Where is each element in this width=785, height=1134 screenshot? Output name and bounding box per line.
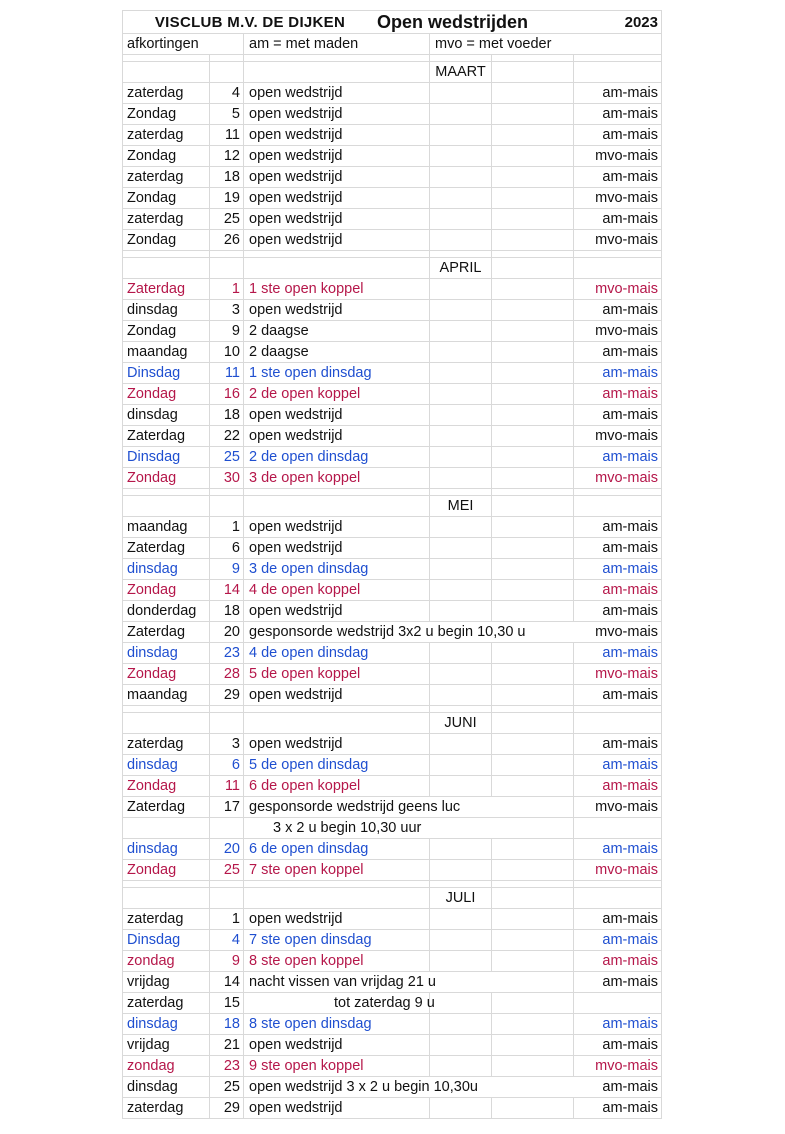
- type-cell: mvo-mais: [574, 321, 662, 341]
- event-cell: open wedstrijd 3 x 2 u begin 10,30u: [249, 1079, 478, 1095]
- type-cell: am-mais: [574, 951, 662, 971]
- date-cell: [210, 818, 244, 838]
- type-cell: am-mais: [574, 601, 662, 621]
- date-cell: 14: [210, 580, 244, 600]
- day-cell: maandag: [122, 342, 210, 362]
- type-cell: [574, 993, 662, 1013]
- type-cell: mvo-mais: [574, 468, 662, 488]
- event-row: [122, 384, 662, 405]
- day-cell: dinsdag: [122, 1077, 210, 1097]
- day-cell: zaterdag: [122, 909, 210, 929]
- type-cell: am-mais: [574, 1077, 662, 1097]
- month-name: MAART: [430, 62, 492, 82]
- day-cell: Zondag: [122, 321, 210, 341]
- day-cell: dinsdag: [122, 405, 210, 425]
- month-name: JULI: [430, 888, 492, 908]
- event-cell: 9 ste open koppel: [244, 1056, 430, 1076]
- event-cell: open wedstrijd: [244, 601, 430, 621]
- day-cell: maandag: [122, 517, 210, 537]
- day-cell: Dinsdag: [122, 447, 210, 467]
- date-cell: 21: [210, 1035, 244, 1055]
- date-cell: 26: [210, 230, 244, 250]
- date-cell: 6: [210, 538, 244, 558]
- event-cell: open wedstrijd: [244, 1098, 430, 1118]
- event-cell: 4 de open koppel: [244, 580, 430, 600]
- event-cell: open wedstrijd: [244, 517, 430, 537]
- date-cell: 9: [210, 951, 244, 971]
- day-cell: zaterdag: [122, 209, 210, 229]
- event-cell: open wedstrijd: [244, 188, 430, 208]
- date-cell: 3: [210, 734, 244, 754]
- event-cell: open wedstrijd: [244, 685, 430, 705]
- date-cell: 30: [210, 468, 244, 488]
- type-cell: am-mais: [574, 125, 662, 145]
- event-cell: tot zaterdag 9 u: [244, 993, 430, 1013]
- type-cell: am-mais: [574, 538, 662, 558]
- type-cell: am-mais: [574, 755, 662, 775]
- date-cell: 23: [210, 643, 244, 663]
- event-cell: 2 daagse: [244, 321, 430, 341]
- event-row: [122, 951, 662, 972]
- event-row: [122, 230, 662, 251]
- event-row: [122, 818, 662, 839]
- event-row: [122, 363, 662, 384]
- day-cell: zaterdag: [122, 83, 210, 103]
- event-cell: open wedstrijd: [244, 104, 430, 124]
- month-header-row: [122, 496, 662, 517]
- date-cell: 1: [210, 279, 244, 299]
- event-row: [122, 839, 662, 860]
- type-cell: am-mais: [574, 342, 662, 362]
- event-row: [122, 860, 662, 881]
- day-cell: Zondag: [122, 776, 210, 796]
- event-row: [122, 1098, 662, 1119]
- day-cell: dinsdag: [122, 300, 210, 320]
- date-cell: 10: [210, 342, 244, 362]
- type-cell: am-mais: [574, 447, 662, 467]
- type-cell: [574, 818, 662, 838]
- day-cell: Zondag: [122, 384, 210, 404]
- date-cell: 28: [210, 664, 244, 684]
- event-row: [122, 426, 662, 447]
- day-cell: Zondag: [122, 468, 210, 488]
- date-cell: 19: [210, 188, 244, 208]
- event-cell: gesponsorde wedstrijd geens luc: [249, 799, 461, 815]
- event-cell: 2 daagse: [244, 342, 430, 362]
- type-cell: am-mais: [574, 300, 662, 320]
- date-cell: 18: [210, 405, 244, 425]
- event-cell: open wedstrijd: [244, 405, 430, 425]
- event-row: [122, 167, 662, 188]
- date-cell: 9: [210, 559, 244, 579]
- type-cell: am-mais: [574, 909, 662, 929]
- spacer-row: [122, 55, 662, 62]
- date-cell: 18: [210, 601, 244, 621]
- type-cell: am-mais: [574, 517, 662, 537]
- event-cell: open wedstrijd: [244, 146, 430, 166]
- date-cell: 20: [210, 839, 244, 859]
- event-row: [122, 1014, 662, 1035]
- date-cell: 4: [210, 930, 244, 950]
- month-name: APRIL: [430, 258, 492, 278]
- day-cell: Zondag: [122, 188, 210, 208]
- event-row: [122, 664, 662, 685]
- event-cell: open wedstrijd: [244, 167, 430, 187]
- event-row: [122, 601, 662, 622]
- type-cell: am-mais: [574, 776, 662, 796]
- date-cell: 11: [210, 776, 244, 796]
- day-cell: dinsdag: [122, 643, 210, 663]
- event-row: [122, 468, 662, 489]
- type-cell: mvo-mais: [574, 279, 662, 299]
- date-cell: 3: [210, 300, 244, 320]
- event-row: [122, 188, 662, 209]
- event-cell: 8 ste open dinsdag: [244, 1014, 430, 1034]
- day-cell: Zaterdag: [122, 797, 210, 817]
- event-cell: 2 de open koppel: [244, 384, 430, 404]
- event-row: [122, 797, 662, 818]
- date-cell: 25: [210, 860, 244, 880]
- type-cell: mvo-mais: [574, 426, 662, 446]
- event-cell: 6 de open dinsdag: [244, 839, 430, 859]
- day-cell: Zaterdag: [122, 622, 210, 642]
- spacer-row: [122, 489, 662, 496]
- date-cell: 1: [210, 909, 244, 929]
- day-cell: Zaterdag: [122, 279, 210, 299]
- day-cell: zondag: [122, 1056, 210, 1076]
- day-cell: Zondag: [122, 580, 210, 600]
- event-row: [122, 1056, 662, 1077]
- event-cell: 1 ste open dinsdag: [244, 363, 430, 383]
- legend-row: [122, 34, 662, 55]
- type-cell: mvo-mais: [574, 797, 662, 817]
- event-row: [122, 342, 662, 363]
- event-cell: open wedstrijd: [244, 426, 430, 446]
- type-cell: am-mais: [574, 685, 662, 705]
- month-header-row: [122, 258, 662, 279]
- event-cell: open wedstrijd: [244, 209, 430, 229]
- month-name: MEI: [430, 496, 492, 516]
- type-cell: am-mais: [574, 405, 662, 425]
- event-row: [122, 559, 662, 580]
- day-cell: dinsdag: [122, 839, 210, 859]
- date-cell: 18: [210, 1014, 244, 1034]
- event-row: [122, 146, 662, 167]
- type-cell: mvo-mais: [574, 1056, 662, 1076]
- day-cell: Zaterdag: [122, 426, 210, 446]
- day-cell: dinsdag: [122, 755, 210, 775]
- type-cell: am-mais: [574, 839, 662, 859]
- date-cell: 29: [210, 1098, 244, 1118]
- day-cell: Dinsdag: [122, 930, 210, 950]
- type-cell: am-mais: [574, 363, 662, 383]
- event-cell: 3 de open koppel: [244, 468, 430, 488]
- page-title: Open wedstrijden: [377, 12, 529, 32]
- event-row: [122, 993, 662, 1014]
- event-row: [122, 300, 662, 321]
- date-cell: 15: [210, 993, 244, 1013]
- event-cell: open wedstrijd: [244, 1035, 430, 1055]
- year-label: 2023: [574, 11, 662, 33]
- title-row: [122, 10, 662, 34]
- legend-label: afkortingen: [122, 34, 244, 54]
- date-cell: 14: [210, 972, 244, 992]
- type-cell: mvo-mais: [574, 230, 662, 250]
- event-cell: 7 ste open koppel: [244, 860, 430, 880]
- day-cell: Zondag: [122, 146, 210, 166]
- day-cell: donderdag: [122, 601, 210, 621]
- date-cell: 9: [210, 321, 244, 341]
- event-row: [122, 538, 662, 559]
- type-cell: am-mais: [574, 972, 662, 992]
- day-cell: zaterdag: [122, 734, 210, 754]
- day-cell: dinsdag: [122, 559, 210, 579]
- event-row: [122, 580, 662, 601]
- type-cell: am-mais: [574, 559, 662, 579]
- event-row: [122, 405, 662, 426]
- event-cell: open wedstrijd: [244, 538, 430, 558]
- day-cell: dinsdag: [122, 1014, 210, 1034]
- event-row: [122, 930, 662, 951]
- event-row: [122, 279, 662, 300]
- event-row: [122, 734, 662, 755]
- month-header-row: [122, 713, 662, 734]
- date-cell: 25: [210, 447, 244, 467]
- type-cell: am-mais: [574, 1098, 662, 1118]
- event-cell: 1 ste open koppel: [244, 279, 430, 299]
- event-row: [122, 209, 662, 230]
- type-cell: mvo-mais: [574, 664, 662, 684]
- type-cell: am-mais: [574, 580, 662, 600]
- month-header-row: [122, 62, 662, 83]
- event-row: [122, 104, 662, 125]
- event-row: [122, 755, 662, 776]
- event-cell: open wedstrijd: [244, 125, 430, 145]
- event-row: [122, 972, 662, 993]
- event-cell: 2 de open dinsdag: [244, 447, 430, 467]
- day-cell: zaterdag: [122, 167, 210, 187]
- type-cell: am-mais: [574, 643, 662, 663]
- event-row: [122, 909, 662, 930]
- type-cell: am-mais: [574, 167, 662, 187]
- day-cell: Zondag: [122, 104, 210, 124]
- club-name: VISCLUB M.V. DE DIJKEN: [122, 11, 377, 33]
- date-cell: 11: [210, 125, 244, 145]
- event-cell: gesponsorde wedstrijd 3x2 u begin 10,30 u: [249, 624, 526, 640]
- month-sections: [122, 55, 662, 1119]
- event-row: [122, 685, 662, 706]
- day-cell: vrijdag: [122, 1035, 210, 1055]
- legend-mvo: mvo = met voeder: [435, 36, 552, 52]
- type-cell: mvo-mais: [574, 146, 662, 166]
- event-cell: 4 de open dinsdag: [244, 643, 430, 663]
- type-cell: am-mais: [574, 384, 662, 404]
- event-row: [122, 622, 662, 643]
- event-cell: open wedstrijd: [244, 230, 430, 250]
- date-cell: 22: [210, 426, 244, 446]
- event-cell: 5 de open koppel: [244, 664, 430, 684]
- schedule-sheet: [122, 10, 662, 1119]
- date-cell: 5: [210, 104, 244, 124]
- type-cell: am-mais: [574, 1035, 662, 1055]
- day-cell: [122, 818, 210, 838]
- date-cell: 25: [210, 1077, 244, 1097]
- event-cell: open wedstrijd: [244, 300, 430, 320]
- spacer-row: [122, 251, 662, 258]
- month-name: JUNI: [430, 713, 492, 733]
- day-cell: zaterdag: [122, 125, 210, 145]
- type-cell: mvo-mais: [574, 188, 662, 208]
- day-cell: Zondag: [122, 860, 210, 880]
- event-cell: open wedstrijd: [244, 734, 430, 754]
- event-cell: 3 de open dinsdag: [244, 559, 430, 579]
- event-row: [122, 517, 662, 538]
- date-cell: 20: [210, 622, 244, 642]
- day-cell: Dinsdag: [122, 363, 210, 383]
- date-cell: 4: [210, 83, 244, 103]
- day-cell: zaterdag: [122, 1098, 210, 1118]
- day-cell: Zondag: [122, 230, 210, 250]
- event-cell: 7 ste open dinsdag: [244, 930, 430, 950]
- date-cell: 29: [210, 685, 244, 705]
- day-cell: maandag: [122, 685, 210, 705]
- date-cell: 1: [210, 517, 244, 537]
- type-cell: mvo-mais: [574, 860, 662, 880]
- type-cell: am-mais: [574, 104, 662, 124]
- event-cell: open wedstrijd: [244, 83, 430, 103]
- day-cell: Zondag: [122, 664, 210, 684]
- type-cell: am-mais: [574, 930, 662, 950]
- event-row: [122, 83, 662, 104]
- month-header-row: [122, 888, 662, 909]
- event-cell: open wedstrijd: [244, 909, 430, 929]
- date-cell: 18: [210, 167, 244, 187]
- day-cell: vrijdag: [122, 972, 210, 992]
- date-cell: 6: [210, 755, 244, 775]
- type-cell: mvo-mais: [574, 622, 662, 642]
- event-row: [122, 1077, 662, 1098]
- spacer-row: [122, 706, 662, 713]
- day-cell: Zaterdag: [122, 538, 210, 558]
- date-cell: 12: [210, 146, 244, 166]
- event-row: [122, 447, 662, 468]
- date-cell: 11: [210, 363, 244, 383]
- type-cell: am-mais: [574, 1014, 662, 1034]
- date-cell: 25: [210, 209, 244, 229]
- type-cell: am-mais: [574, 209, 662, 229]
- event-cell: 5 de open dinsdag: [244, 755, 430, 775]
- day-cell: zaterdag: [122, 993, 210, 1013]
- event-row: [122, 643, 662, 664]
- event-cell: nacht vissen van vrijdag 21 u: [249, 974, 436, 990]
- spacer-row: [122, 881, 662, 888]
- event-row: [122, 1035, 662, 1056]
- date-cell: 16: [210, 384, 244, 404]
- legend-am: am = met maden: [244, 34, 430, 54]
- date-cell: 23: [210, 1056, 244, 1076]
- type-cell: am-mais: [574, 83, 662, 103]
- date-cell: 17: [210, 797, 244, 817]
- event-row: [122, 776, 662, 797]
- type-cell: am-mais: [574, 734, 662, 754]
- event-cell: 8 ste open koppel: [244, 951, 430, 971]
- event-row: [122, 321, 662, 342]
- event-row: [122, 125, 662, 146]
- event-cell: 6 de open koppel: [244, 776, 430, 796]
- event-cell: 3 x 2 u begin 10,30 uur: [273, 820, 422, 836]
- day-cell: zondag: [122, 951, 210, 971]
